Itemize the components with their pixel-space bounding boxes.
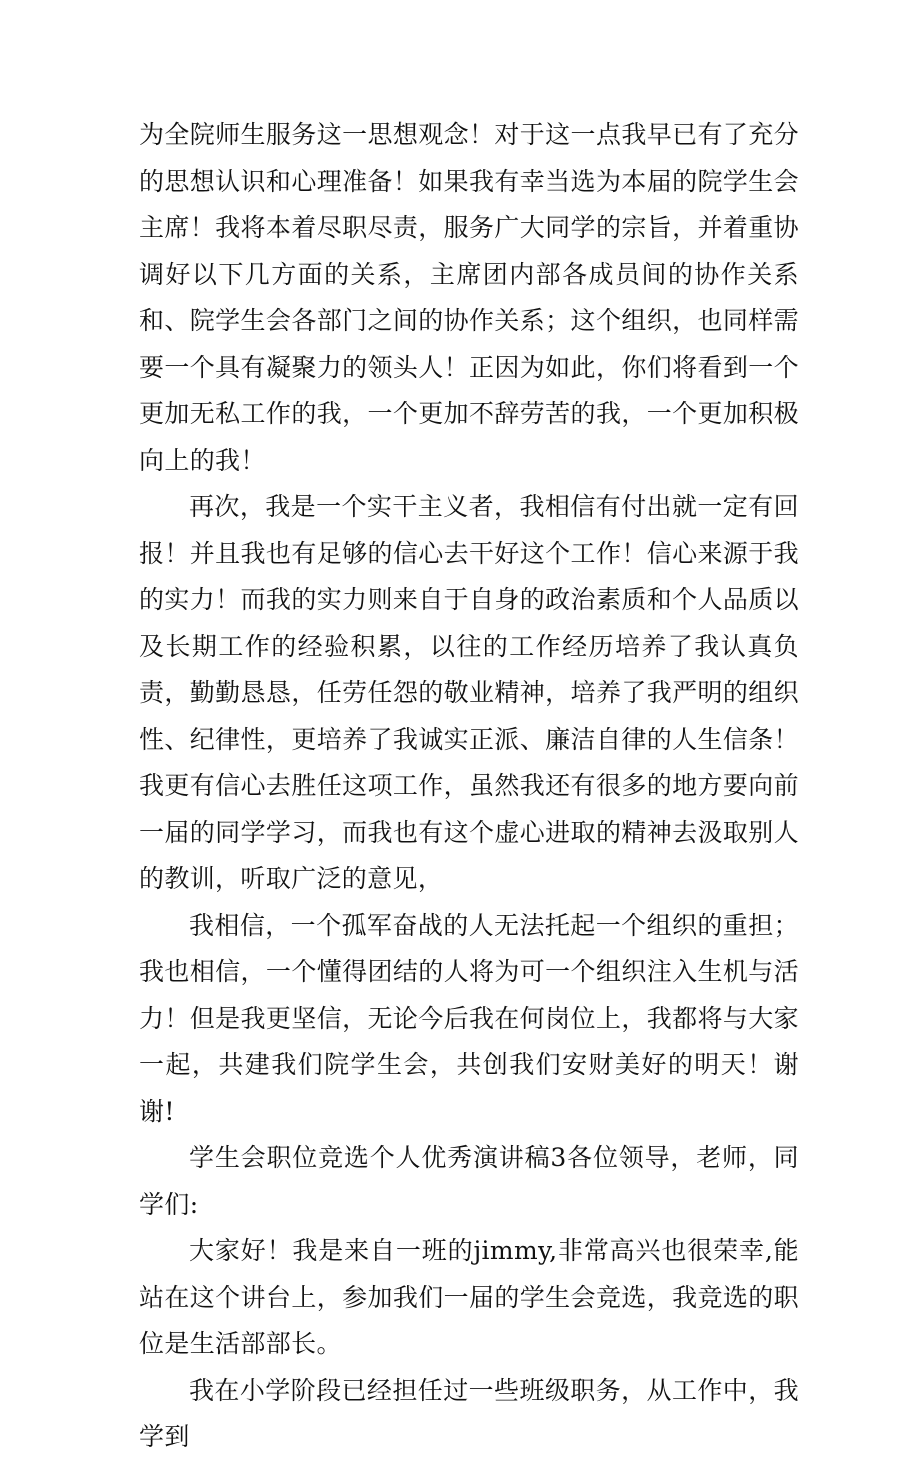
paragraph-5: 大家好！我是来自一班的jimmy,非常高兴也很荣幸,能站在这个讲台上，参加我们一届的学生会竞选，我竞选的职位是生活部部长。 (139, 1236, 799, 1358)
paragraph-4-title: 学生会职位竞选个人优秀演讲稿3各位领导，老师，同学们: (139, 1143, 799, 1219)
paragraph-2: 再次，我是一个实干主义者，我相信有付出就一定有回报！并且我也有足够的信心去干好这个工作！信心来源于我的实力！而我的实力则来自于自身的政治素质和个人品质以及长期工作的经验积累，以往的工作经历培养了我认真负责，勤勤恳恳，任劳任怨的敬业精神，培养了我严明的组织性、纪律性，更培养了我诚实正派、廉洁自律的人生信条！我更有信心去胜任这项工作，虽然我还有很多的地方要向前一届的同学学习，而我也有这个虚心进取的精神去汲取别人的教训，听取广泛的意见， (139, 492, 799, 893)
paragraph-6: 我在小学阶段已经担任过一些班级职务，从工作中，我学到 (139, 1375, 799, 1451)
paragraph-3: 我相信，一个孤军奋战的人无法托起一个组织的重担；我也相信，一个懂得团结的人将为可一个组织注入生机与活力！但是我更坚信，无论今后我在何岗位上，我都将与大家一起，共建我们院学生会，共创我们安财美好的明天！谢谢! (139, 910, 799, 1126)
document-body (139, 112, 799, 1461)
paragraph-1: 为全院师生服务这一思想观念！对于这一点我早已有了充分的思想认识和心理准备！如果我有幸当选为本届的院学生会主席！我将本着尽职尽责，服务广大同学的宗旨，并着重协调好以下几方面的关系，主席团内部各成员间的协作关系和、院学生会各部门之间的协作关系；这个组织，也同样需要一个具有凝聚力的领头人！正因为如此，你们将看到一个更加无私工作的我，一个更加不辞劳苦的我，一个更加积极向上的我！ (139, 120, 799, 475)
